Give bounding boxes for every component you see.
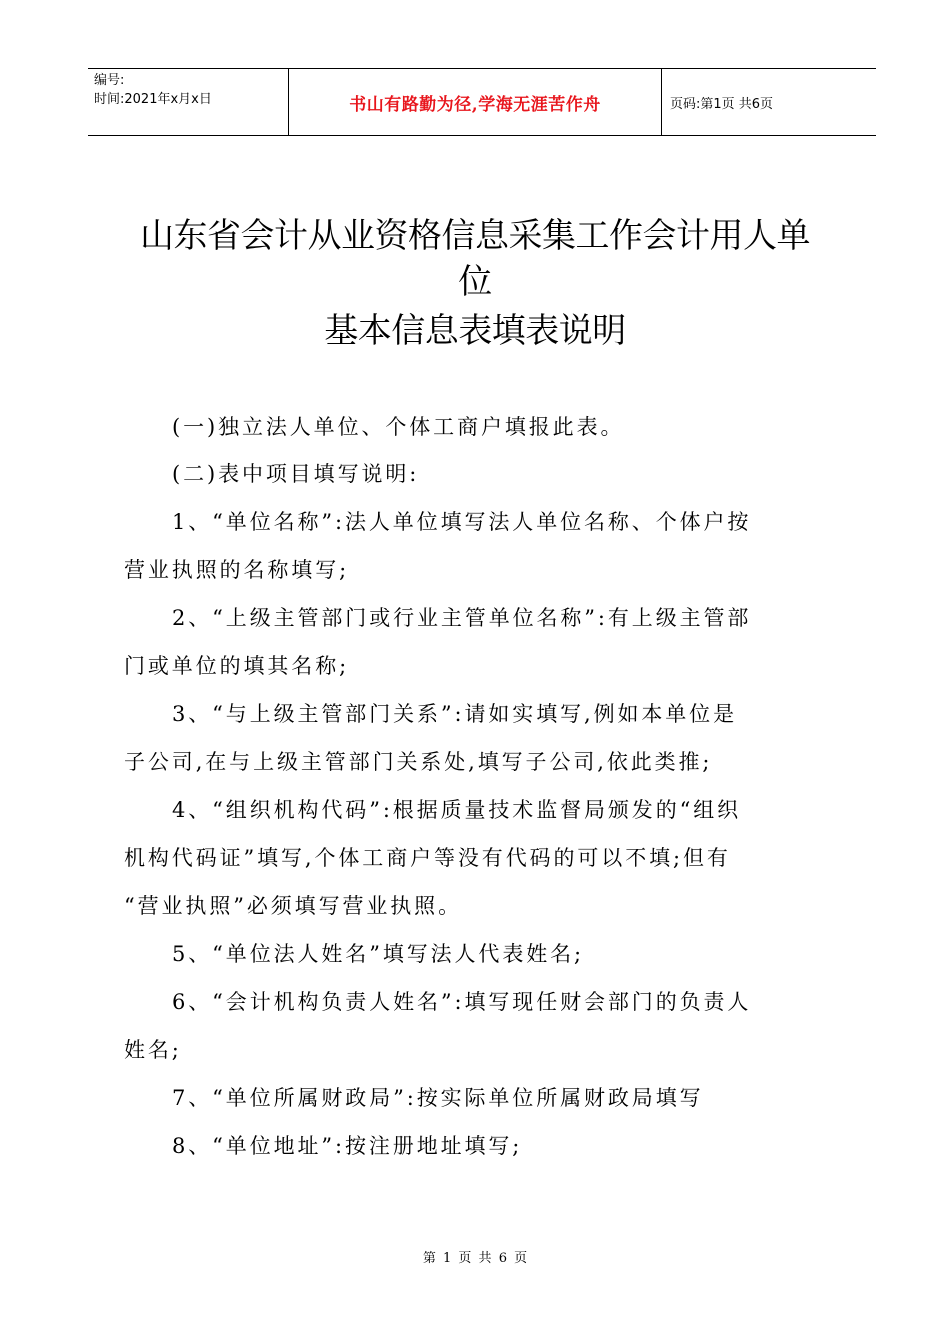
body-line-13: 6、“会计机构负责人姓名”:填写现任财会部门的负责人 bbox=[172, 990, 752, 1014]
header-table bbox=[88, 68, 876, 136]
header-page-label: 页码:第1页 共6页 bbox=[670, 96, 774, 112]
body-line-11: “营业执照”必须填写营业执照。 bbox=[124, 894, 462, 918]
body-line-10: 机构代码证”填写,个体工商户等没有代码的可以不填;但有 bbox=[124, 846, 731, 870]
body-line-6: 门或单位的填其名称; bbox=[124, 654, 350, 678]
body-line-5: 2、“上级主管部门或行业主管单位名称”:有上级主管部 bbox=[172, 606, 752, 630]
body-line-9: 4、“组织机构代码”:根据质量技术监督局颁发的“组织 bbox=[172, 798, 742, 822]
document-title-line-1: 山东省会计从业资格信息采集工作会计用人单 bbox=[140, 216, 810, 256]
body-line-8: 子公司,在与上级主管部门关系处,填写子公司,依此类推; bbox=[124, 750, 713, 774]
body-line-12: 5、“单位法人姓名”填写法人代表姓名; bbox=[172, 942, 585, 966]
body-line-15: 7、“单位所属财政局”:按实际单位所属财政局填写 bbox=[172, 1086, 704, 1110]
body-line-3: 1、“单位名称”:法人单位填写法人单位名称、个体户按 bbox=[172, 510, 752, 534]
body-line-2: (二)表中项目填写说明: bbox=[172, 462, 420, 486]
body-line-16: 8、“单位地址”:按注册地址填写; bbox=[172, 1134, 523, 1158]
body-line-7: 3、“与上级主管部门关系”:请如实填写,例如本单位是 bbox=[172, 702, 737, 726]
document-number-label: 编号: bbox=[94, 73, 125, 88]
document-title-line-2: 位 bbox=[458, 262, 492, 302]
body-line-14: 姓名; bbox=[124, 1038, 182, 1062]
body-line-4: 营业执照的名称填写; bbox=[124, 558, 350, 582]
header-page-cell bbox=[662, 69, 876, 135]
document-time-label: 时间:2021年x月x日 bbox=[94, 92, 212, 107]
document-title-line-3: 基本信息表填表说明 bbox=[324, 311, 626, 351]
header-motto-cell bbox=[288, 69, 662, 135]
header-motto: 书山有路勤为径,学海无涯苦作舟 bbox=[349, 94, 601, 115]
header-meta bbox=[88, 69, 288, 135]
page-footer: 第 1 页 共 6 页 bbox=[422, 1251, 528, 1266]
body-line-1: (一)独立法人单位、个体工商户填报此表。 bbox=[172, 415, 625, 439]
